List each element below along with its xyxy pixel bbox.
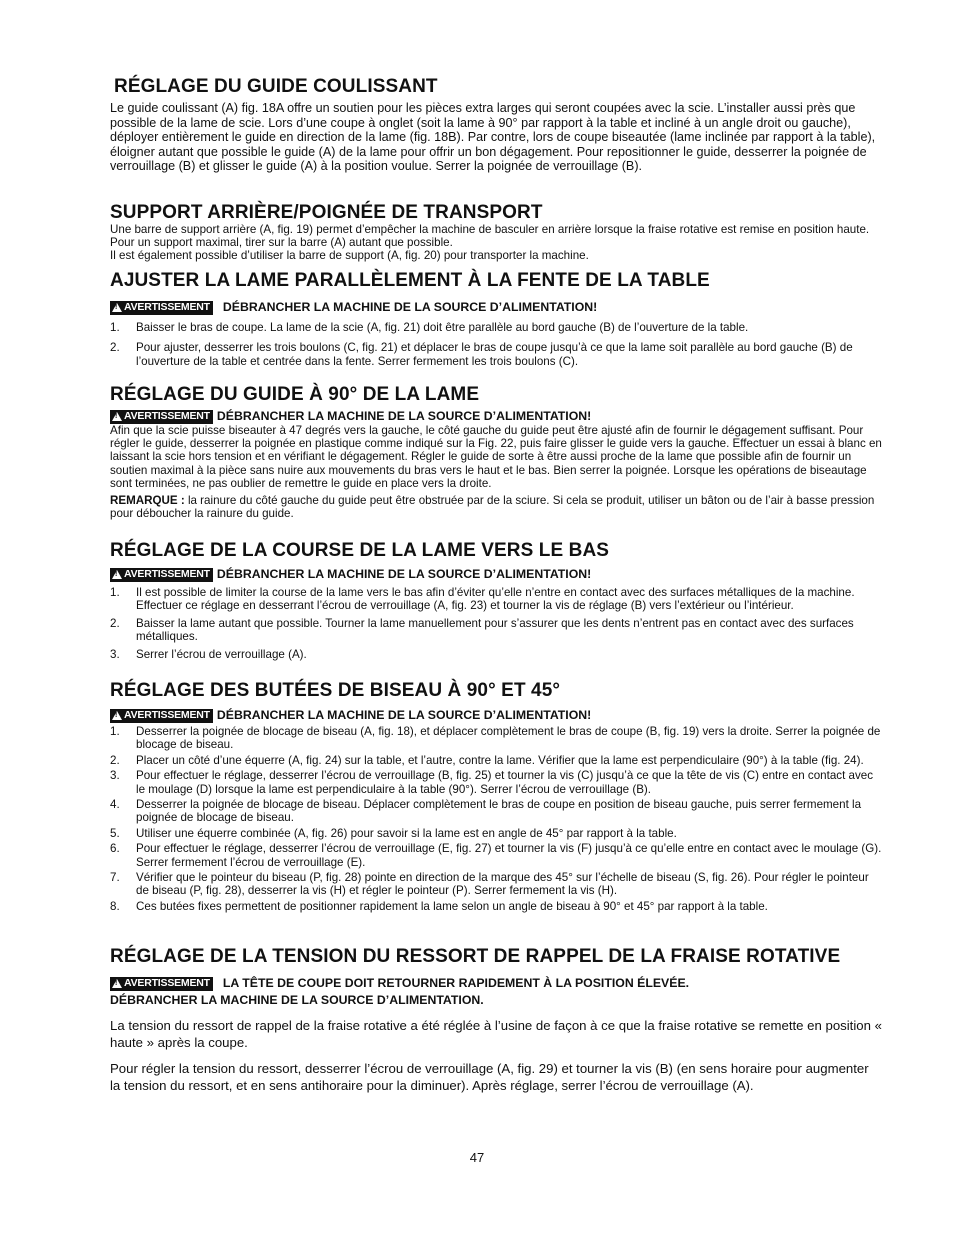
list-item: 1. Il est possible de limiter la course de la lame vers le bas afin d’éviter qu’elle n’entre en contact avec des surfaces métalliques de la machine. Effectuer ce réglage en desserrant l’écrou de verrouillage (A, fig. 23) et tourner la vis de réglage (B) vers l’extérieur ou l’intérieur.	[110, 586, 855, 613]
paragraph: La tension du ressort de rappel de la fraise rotative a été réglée à l’usine de façon à ce que la fraise rotative se remette en position « haute » après la coupe.	[110, 1018, 882, 1050]
paragraph: Pour régler la tension du ressort, desserrer l’écrou de verrouillage (A, fig. 29) et tourner la vis (B) (en sens horaire pour augmenter la tension du ressort, et en sens antihoraire pour la diminuer). Après réglage, serrer l’écrou de verrouillage (A).	[110, 1061, 869, 1093]
warning-text: DÉBRANCHER LA MACHINE DE LA SOURCE D’ALIMENTATION!	[216, 567, 592, 581]
warning-line	[110, 567, 882, 582]
list-item: 3. Pour effectuer le réglage, desserrer l’écrou de verrouillage (B, fig. 25) et tourner la vis (C) jusqu’à ce que la tête de vis (C) entre en contact avec le moulage (D) lorsque la lame est perpendiculaire à la table (90°). Serrer l’écrou de verrouillage (B).	[110, 769, 874, 796]
list-item: 1. Desserrer la poignée de blocage de biseau (A, fig. 18), et déplacer complètement le bras de coupe (B, fig. 19) vers la droite. Serrer la poignée de blocage de biseau.	[110, 725, 881, 752]
list-item: 2. Placer un côté d’une équerre (A, fig. 24) sur la table, et l’autre, contre la lame. Vérifier que la lame est perpendiculaire (90°) à la table (fig. 24).	[110, 753, 864, 767]
warning-text: DÉBRANCHER LA MACHINE DE LA SOURCE D’ALIMENTATION!	[222, 300, 598, 314]
list-item: 2. Baisser la lame autant que possible. Tourner la lame manuellement pour s’assurer que les dents n’entrent pas en contact avec des surfaces métalliques.	[110, 616, 854, 644]
warning-text: DÉBRANCHER LA MACHINE DE LA SOURCE D’ALIMENTATION!	[216, 708, 592, 722]
warning-line	[110, 409, 882, 424]
section-title: RÉGLAGE DES BUTÉES DE BISEAU À 90° ET 45°	[110, 680, 561, 701]
list-item: 2. Pour ajuster, desserrer les trois boulons (C, fig. 21) et déplacer le bras de coupe jusqu’à ce que la lame soit parallèle au bord gauche (B) de l’ouverture de la table et centrée dans la fente. Serrer fermement les trois boulons (C).	[110, 341, 853, 368]
section-title: RÉGLAGE DE LA TENSION DU RESSORT DE RAPPEL DE LA FRAISE ROTATIVE	[110, 946, 841, 967]
warning-badge: ! AVERTISSEMENT	[110, 301, 213, 315]
section-butees-biseau	[110, 680, 882, 913]
steps-list	[110, 321, 882, 368]
warning-triangle-icon	[112, 711, 122, 720]
warning-line	[110, 708, 882, 723]
list-item: 1. Baisser le bras de coupe. La lame de la scie (A, fig. 21) doit être parallèle au bord gauche (B) de l’ouverture de la table.	[110, 321, 749, 334]
section-support-arriere	[110, 202, 882, 263]
section-body-2: Il est également possible d’utiliser la barre de support (A, fig. 20) pour transporter la machine.	[110, 249, 589, 263]
section-tension-ressort	[110, 946, 882, 1094]
section-title: RÉGLAGE DU GUIDE COULISSANT	[114, 76, 438, 97]
section-course-lame	[110, 540, 882, 661]
section-title: AJUSTER LA LAME PARALLÈLEMENT À LA FENTE DE LA TABLE	[110, 270, 710, 291]
note-text: la rainure du côté gauche du guide peut être obstruée par de la sciure. Si cela se produit, utiliser un bâton ou de l’air à basse pression pour déboucher la rainure du guide.	[110, 494, 875, 521]
warning-text: LA TÊTE DE COUPE DOIT RETOURNER RAPIDEMENT À LA POSITION ÉLEVÉE.	[222, 976, 690, 990]
warning-triangle-icon	[112, 412, 122, 421]
warning-triangle-icon	[112, 303, 122, 312]
list-item: 5. Utiliser une équerre combinée (A, fig. 26) pour savoir si la lame est en angle de 45° par rapport à la table.	[110, 826, 677, 840]
section-guide-90	[110, 384, 882, 520]
page-number: 47	[469, 1150, 485, 1165]
list-item: 4. Desserrer la poignée de blocage de biseau. Déplacer complètement le bras de coupe en position de biseau gauche, puis serrer fermement la poignée de blocage de biseau.	[110, 798, 862, 825]
section-lame-parallele	[110, 270, 882, 368]
section-body: Afin que la scie puisse biseauter à 47 degrés vers la gauche, le côté gauche du guide peut être ajusté afin de fournir le dégagement suffisant. Pour régler le guide, desserrer la poignée en plastique comme indiqué sur la Fig. 22, puis faire glisser le guide vers la gauche. Effectuer un essai à blanc en laissant la scie hors tension et en vérifiant le dégagement. Régler le guide de sorte à être aussi proche de la lame que possible afin de fournir un soutien maximal à la pièce sans nuire aux mouvements du bras vers le haut et le bas. Bien serrer la poignée. Lorsque les opérations de biseautage sont terminées, ne pas oublier de remettre le guide en place vers la droite.	[110, 424, 882, 490]
note-label: REMARQUE :	[110, 494, 185, 508]
section-guide-coulissant	[110, 76, 882, 174]
warning-line-2: DÉBRANCHER LA MACHINE DE LA SOURCE D’ALIMENTATION.	[110, 993, 484, 1007]
warning-badge: ! AVERTISSEMENT	[110, 709, 213, 723]
list-item: 3. Serrer l’écrou de verrouillage (A).	[110, 647, 307, 661]
section-title: SUPPORT ARRIÈRE/POIGNÉE DE TRANSPORT	[110, 202, 543, 223]
warning-text: DÉBRANCHER LA MACHINE DE LA SOURCE D’ALIMENTATION!	[216, 409, 592, 423]
steps-list	[110, 586, 882, 661]
note	[110, 494, 882, 520]
warning-badge: ! AVERTISSEMENT	[110, 410, 213, 424]
list-item: 7. Vérifier que le pointeur du biseau (P, fig. 28) pointe en direction de la marque des 45° sur l’échelle de biseau (S, fig. 26). Pour régler le pointeur de biseau (P, fig. 28), desserrer la vis (H) et régler le pointeur (P). Serrer fermement la vis (H).	[110, 871, 869, 898]
section-body: Une barre de support arrière (A, fig. 19) permet d’empêcher la machine de basculer en arrière lorsque la fraise rotative est remise en position haute. Pour un support maximal, tirer sur la barre (A) autant que possible.	[110, 223, 870, 250]
section-body: Le guide coulissant (A) fig. 18A offre un soutien pour les pièces extra larges qui seront coupées avec la scie. L’installer aussi près que possible de la lame de scie. Lors d’une coupe à onglet (soit la lame à 90° par rapport à la table et incliné à un angle droit ou gauche), déployer entièrement le guide en direction de la lame (fig. 18B). Par contre, lors de coupe biseautée (lame inclinée par rapport à la table), éloigner autant que possible le guide (A) de la lame pour offrir un bon dégagement. Pour repositionner le guide, desserrer la poignée de verrouillage (B) et glisser le guide (A) à la position voulue. Serrer la poignée de verrouillage (B).	[110, 101, 876, 174]
warning-triangle-icon	[112, 979, 122, 988]
section-title: RÉGLAGE DU GUIDE À 90° DE LA LAME	[110, 384, 480, 405]
warning-line	[110, 976, 882, 991]
section-title: RÉGLAGE DE LA COURSE DE LA LAME VERS LE BAS	[110, 540, 610, 561]
warning-line	[110, 300, 882, 315]
list-item: 6. Pour effectuer le réglage, desserrer l’écrou de verrouillage (E, fig. 27) et tourner la vis (F) jusqu’à ce qu’elle entre en contact avec le moulage (G). Serrer fermement l’écrou de verrouillage (E).	[110, 842, 882, 869]
steps-list	[110, 725, 882, 913]
warning-badge: ! AVERTISSEMENT	[110, 568, 213, 582]
warning-badge: ! AVERTISSEMENT	[110, 977, 213, 991]
list-item: 8. Ces butées fixes permettent de positionner rapidement la lame selon un angle de biseau à 90° et 45° par rapport à la table.	[110, 899, 768, 913]
warning-triangle-icon	[112, 570, 122, 579]
